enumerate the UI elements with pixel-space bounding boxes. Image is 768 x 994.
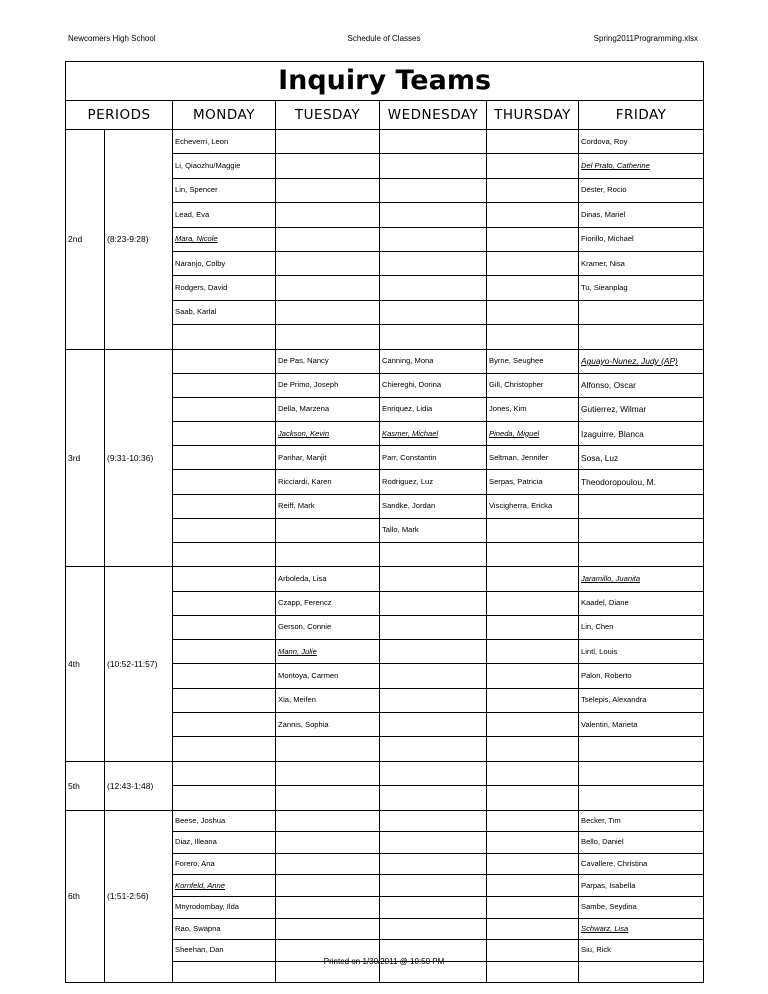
cell-thursday [487,712,579,736]
cell-wednesday [380,349,487,373]
cell-wednesday [380,591,487,615]
teacher-name: Sheehan, Dan [175,945,224,955]
cell-wednesday [380,154,487,178]
teacher-name: Dinas, Mariel [581,209,626,219]
teacher-name: Pineda, Miguel [489,428,540,438]
teacher-name: Alfonso, Oscar [581,380,636,391]
cell-wednesday [380,325,487,349]
cell-wednesday [380,543,487,567]
teacher-name: Forero, Ana [175,859,215,869]
cell-tuesday [276,640,380,664]
footer-printed-on: Printed on 1/30/2011 @ 10:50 PM [323,957,445,966]
cell-tuesday [276,178,380,202]
cell-friday [579,325,704,349]
cell-tuesday [276,896,380,918]
cell-tuesday [276,470,380,494]
cell-friday [579,567,704,591]
cell-monday [173,154,276,178]
cell-wednesday [380,615,487,639]
cell-friday [579,896,704,918]
cell-monday [173,786,276,811]
teacher-name: Aguayo-Nunez, Judy (AP) [581,356,678,367]
teacher-name: Arboleda, Lisa [278,573,327,583]
cell-friday [579,543,704,567]
cell-thursday [487,761,579,786]
cell-friday [579,494,704,518]
cell-thursday [487,918,579,940]
cell-friday [579,130,704,154]
cell-thursday [487,615,579,639]
cell-tuesday [276,761,380,786]
period-time: (12:43-1:48) [105,761,173,810]
cell-monday [173,664,276,688]
cell-tuesday [276,373,380,397]
cell-thursday [487,349,579,373]
cell-friday [579,688,704,712]
cell-tuesday [276,251,380,275]
teacher-name: Parr, Constantin [382,452,437,462]
cell-monday [173,640,276,664]
cell-wednesday [380,737,487,761]
cell-friday [579,397,704,421]
column-header-thursday: THURSDAY [487,101,579,130]
cell-tuesday [276,688,380,712]
cell-wednesday [380,470,487,494]
cell-tuesday [276,664,380,688]
period-name: 3rd [66,349,105,567]
teacher-name: Cavallere, Christina [581,859,648,869]
teacher-name: Rodgers, David [175,283,228,293]
cell-thursday [487,786,579,811]
period-name: 4th [66,567,105,761]
cell-thursday [487,300,579,324]
cell-wednesday [380,518,487,542]
teacher-name: Tallo, Mark [382,525,419,535]
header-schedule: Schedule of Classes [347,34,421,43]
teacher-name: Xia, Meifen [278,695,316,705]
teacher-name: Enriquez, Lidia [382,404,433,414]
cell-thursday [487,896,579,918]
period-3rd-row [66,349,704,373]
cell-monday [173,810,276,832]
period-time: (8:23-9:28) [105,130,173,350]
teacher-name: Saab, Karlal [175,307,217,317]
teacher-name: Jackson, Kevin [278,428,330,438]
cell-wednesday [380,918,487,940]
cell-monday [173,567,276,591]
cell-monday [173,227,276,251]
column-header-tuesday: TUESDAY [276,101,380,130]
cell-thursday [487,178,579,202]
cell-thursday [487,373,579,397]
teacher-name: Montoya, Carmen [278,671,339,681]
teacher-name: Jaramillo, Juanita [581,573,641,583]
cell-wednesday [380,786,487,811]
cell-wednesday [380,397,487,421]
teacher-name: Kasmer, Michael [382,428,439,438]
period-name: 2nd [66,130,105,350]
column-header-wednesday: WEDNESDAY [380,101,487,130]
period-5th-row [66,761,704,786]
header-filename: Spring2011Programming.xlsx [593,34,698,43]
period-4th-row [66,567,704,591]
cell-monday [173,349,276,373]
cell-monday [173,853,276,875]
cell-tuesday [276,276,380,300]
cell-thursday [487,251,579,275]
header-school: Newcomers High School [68,34,156,43]
teacher-name: Parihar, Manjit [278,452,327,462]
period-time: (9:31-10:36) [105,349,173,567]
cell-wednesday [380,896,487,918]
cell-wednesday [380,853,487,875]
teacher-name: Cordova, Roy [581,136,628,146]
cell-wednesday [380,422,487,446]
cell-monday [173,875,276,897]
cell-tuesday [276,832,380,854]
cell-thursday [487,130,579,154]
cell-tuesday [276,518,380,542]
teacher-name: Li, Qiaozhu/Maggie [175,161,241,171]
cell-thursday [487,446,579,470]
cell-thursday [487,737,579,761]
period-name: 6th [66,810,105,983]
cell-wednesday [380,300,487,324]
cell-friday [579,446,704,470]
teacher-name: Ricciardi, Karen [278,477,332,487]
cell-monday [173,494,276,518]
cell-tuesday [276,203,380,227]
teacher-name: Gutierrez, Wilmar [581,404,647,415]
cell-thursday [487,276,579,300]
teacher-name: Bello, Daniel [581,837,624,847]
cell-thursday [487,325,579,349]
cell-thursday [487,688,579,712]
cell-tuesday [276,875,380,897]
teacher-name: Del Prato, Catherine [581,161,650,171]
teacher-name: Parpas, Isabella [581,880,636,890]
cell-tuesday [276,712,380,736]
cell-tuesday [276,446,380,470]
cell-monday [173,615,276,639]
cell-thursday [487,397,579,421]
cell-monday [173,203,276,227]
period-name: 5th [66,761,105,810]
cell-friday [579,373,704,397]
teacher-name: Jones, Kim [489,404,527,414]
cell-friday [579,664,704,688]
cell-monday [173,470,276,494]
cell-thursday [487,470,579,494]
cell-monday [173,130,276,154]
cell-thursday [487,875,579,897]
cell-thursday [487,543,579,567]
teacher-name: Sosa, Luz [581,452,619,463]
cell-thursday [487,154,579,178]
cell-friday [579,422,704,446]
cell-wednesday [380,373,487,397]
cell-tuesday [276,227,380,251]
cell-wednesday [380,664,487,688]
teacher-name: Kramer, Nisa [581,258,625,268]
teacher-name: Mara, Nicole [175,234,218,244]
teacher-name: Echeverri, Leon [175,136,229,146]
cell-tuesday [276,615,380,639]
cell-monday [173,325,276,349]
cell-monday [173,446,276,470]
cell-wednesday [380,875,487,897]
teacher-name: Byrne, Seughee [489,356,544,366]
cell-friday [579,810,704,832]
cell-tuesday [276,397,380,421]
teacher-name: Siu, Rick [581,945,611,955]
cell-friday [579,712,704,736]
cell-friday [579,615,704,639]
cell-monday [173,712,276,736]
teacher-name: Mann, Julie [278,646,317,656]
cell-wednesday [380,494,487,518]
teacher-name: Mnyrodombay, Ilda [175,902,240,912]
teacher-name: Diaz, Illeana [175,837,217,847]
cell-wednesday [380,640,487,664]
teacher-name: Sandke, Jordan [382,501,436,511]
cell-monday [173,178,276,202]
teacher-name: Lin, Spencer [175,185,218,195]
period-time: (1:51-2:56) [105,810,173,983]
column-header-row [66,101,704,130]
cell-tuesday [276,810,380,832]
teacher-name: Izaguirre, Blanca [581,428,644,439]
cell-friday [579,918,704,940]
cell-friday [579,251,704,275]
cell-tuesday [276,918,380,940]
teacher-name: Sambe, Seydina [581,902,637,912]
teacher-name: Lin, Chen [581,622,614,632]
teacher-name: De Pas, Nancy [278,356,329,366]
teacher-name: Kaadel, Diane [581,598,629,608]
cell-thursday [487,494,579,518]
teacher-name: Kornfeld, Anne [175,880,225,890]
teacher-name: Fiorillo, Michael [581,234,634,244]
cell-monday [173,918,276,940]
cell-monday [173,543,276,567]
cell-wednesday [380,832,487,854]
teacher-name: Chiereghi, Dorina [382,380,442,390]
cell-thursday [487,567,579,591]
cell-thursday [487,591,579,615]
teacher-name: Gerson, Connie [278,622,332,632]
cell-tuesday [276,786,380,811]
column-header-friday: FRIDAY [579,101,704,130]
teacher-name: Rao, Swapna [175,923,221,933]
cell-friday [579,761,704,786]
cell-thursday [487,832,579,854]
cell-friday [579,786,704,811]
teacher-name: Gill, Christopher [489,380,544,390]
cell-friday [579,470,704,494]
cell-thursday [487,518,579,542]
cell-monday [173,422,276,446]
cell-wednesday [380,251,487,275]
teacher-name: Seltman, Jennifer [489,452,549,462]
cell-tuesday [276,325,380,349]
teacher-name: De Primo, Joseph [278,380,339,390]
cell-monday [173,397,276,421]
teacher-name: Czapp, Ferencz [278,598,332,608]
cell-thursday [487,422,579,446]
cell-tuesday [276,567,380,591]
cell-monday [173,896,276,918]
cell-thursday [487,203,579,227]
cell-monday [173,251,276,275]
cell-wednesday [380,761,487,786]
cell-wednesday [380,688,487,712]
teacher-name: Reiff, Mark [278,501,315,511]
cell-monday [173,688,276,712]
cell-friday [579,203,704,227]
cell-wednesday [380,178,487,202]
cell-tuesday [276,591,380,615]
column-header-monday: MONDAY [173,101,276,130]
teacher-name: Valentin, Marieta [581,719,638,729]
cell-wednesday [380,276,487,300]
cell-tuesday [276,853,380,875]
cell-thursday [487,640,579,664]
cell-friday [579,640,704,664]
cell-wednesday [380,203,487,227]
teacher-name: Palon, Roberto [581,671,632,681]
teacher-name: Schwarz, Lisa [581,923,629,933]
teacher-name: Rodriguez, Luz [382,477,434,487]
cell-monday [173,518,276,542]
cell-tuesday [276,349,380,373]
column-header-periods: PERIODS [66,101,173,130]
cell-monday [173,373,276,397]
cell-friday [579,832,704,854]
cell-monday [173,832,276,854]
teacher-name: Dester, Rocio [581,185,627,195]
cell-monday [173,761,276,786]
cell-friday [579,591,704,615]
cell-thursday [487,227,579,251]
cell-tuesday [276,543,380,567]
cell-friday [579,875,704,897]
cell-tuesday [276,422,380,446]
teacher-name: Della, Marzena [278,404,330,414]
teacher-name: Lintl, Louis [581,646,618,656]
teacher-name: Becker, Tim [581,815,621,825]
page-title: Inquiry Teams [66,62,704,101]
cell-wednesday [380,567,487,591]
period-6th-row [66,810,704,832]
cell-thursday [487,853,579,875]
cell-friday [579,178,704,202]
period-time: (10:52-11:57) [105,567,173,761]
teacher-name: Serpas, Patricia [489,477,543,487]
cell-wednesday [380,810,487,832]
teacher-name: Theodoropoulou, M. [581,477,656,488]
teacher-name: Tselepis, Alexandra [581,695,647,705]
teacher-name: Canning, Mona [382,356,434,366]
cell-friday [579,518,704,542]
cell-tuesday [276,737,380,761]
cell-wednesday [380,227,487,251]
teacher-name: Zannis, Sophia [278,719,329,729]
cell-friday [579,276,704,300]
cell-monday [173,591,276,615]
cell-monday [173,276,276,300]
teacher-name: Naranjo, Colby [175,258,226,268]
cell-friday [579,853,704,875]
period-2nd-row [66,130,704,154]
teacher-name: Tu, Sieanplag [581,283,628,293]
cell-thursday [487,810,579,832]
cell-monday [173,300,276,324]
cell-tuesday [276,130,380,154]
cell-tuesday [276,300,380,324]
cell-wednesday [380,130,487,154]
inquiry-teams-table [65,61,704,983]
teacher-name: Viscigherra, Ericka [489,501,553,511]
cell-friday [579,227,704,251]
cell-tuesday [276,494,380,518]
cell-monday [173,737,276,761]
teacher-name: Beese, Joshua [175,815,226,825]
cell-wednesday [380,712,487,736]
cell-friday [579,349,704,373]
teacher-name: Lead, Eva [175,209,210,219]
cell-friday [579,300,704,324]
cell-wednesday [380,446,487,470]
cell-friday [579,154,704,178]
cell-friday [579,737,704,761]
cell-thursday [487,664,579,688]
cell-tuesday [276,154,380,178]
